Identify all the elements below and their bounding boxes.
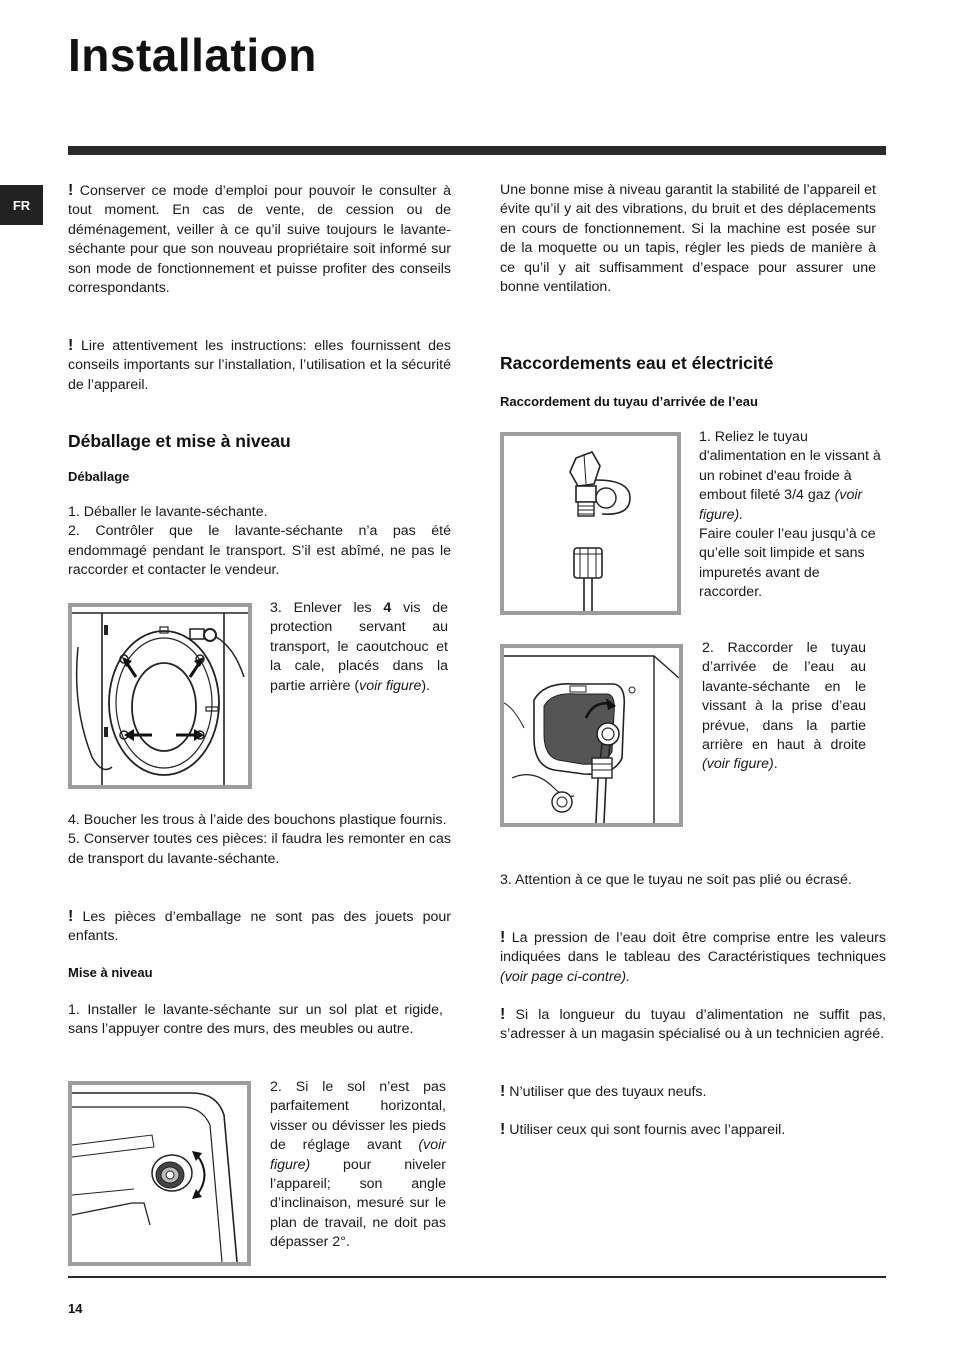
warning-icon: ! bbox=[500, 1083, 506, 1100]
warning-packaging: ! Les pièces d’emballage ne sont pas des jouets pour enfants. bbox=[68, 908, 451, 945]
warning-icon: ! bbox=[500, 929, 506, 946]
level-step-2: 2. Si le sol n’est pas parfaitement horizontal, visser ou dévisser les pieds de réglage avant (voir figure) pour niveler l’appareil; son angle d’inclinaison, mesuré sur le plan de travail, ne doit pas dépasser 2°. bbox=[270, 1079, 446, 1251]
subheading-unpack: Déballage bbox=[68, 469, 130, 484]
unpack-steps-1-2 bbox=[68, 503, 451, 581]
warning-read-instructions: ! Lire attentivement les instructions: elles fournissent des conseils importants sur l’installation, l’utilisation et la sécurité de l’appareil. bbox=[68, 337, 451, 393]
hose-step-3: 3. Attention à ce que le tuyau ne soit pas plié ou écrasé. bbox=[500, 872, 852, 888]
unpack-step-5: 5. Conserver toutes ces pièces: il faudra les remonter en cas de transport du lavante-séchante. bbox=[68, 831, 451, 867]
warning-water-pressure: ! La pression de l’eau doit être comprise entre les valeurs indiquées dans le tableau des Caractéristiques techniques (voir page ci-contre). bbox=[500, 929, 886, 985]
subheading-water-hose: Raccordement du tuyau d’arrivée de l’eau bbox=[500, 394, 758, 409]
header-rule bbox=[68, 146, 886, 155]
page-title: Installation bbox=[68, 29, 317, 81]
hose-step-2: 2. Raccorder le tuyau d’arrivée de l’eau au lavante-séchante en le vissant à la prise d’eau prévue, dans la partie arrière en haut à droite (voir figure). bbox=[702, 640, 866, 773]
washer-rear-illustration bbox=[72, 607, 248, 785]
subheading-level: Mise à niveau bbox=[68, 965, 153, 980]
unpack-step-1: 1. Déballer le lavante-séchante. bbox=[68, 504, 268, 520]
machine-inlet-illustration bbox=[504, 648, 679, 823]
figure-water-tap bbox=[500, 432, 681, 615]
figure-adjustable-foot bbox=[68, 1081, 251, 1266]
warning-keep-manual: ! Conserver ce mode d’emploi pour pouvoir le consulter à tout moment. En cas de vente, de cession ou de déménagement, veiller à ce qu’il suive toujours le lavante-séchante pour que son nouveau propriétaire soit informé sur son mode de fonctionnement et puisse profiter des conseils correspondants. bbox=[68, 182, 451, 297]
figure-machine-inlet bbox=[500, 644, 683, 827]
warning-icon: ! bbox=[68, 908, 74, 925]
figure-rear-transport-screws bbox=[68, 603, 252, 789]
hose-step-1: 1. Reliez le tuyau d'alimentation en le vissant à un robinet d'eau froide à embout fileté 3/4 gaz (voir figure). Faire couler l’eau jusqu’à ce qu’elle soit limpide et sans impuretés avant de raccorder. bbox=[699, 429, 881, 601]
warning-new-hoses: ! N’utiliser que des tuyaux neufs. bbox=[500, 1083, 707, 1100]
warning-icon: ! bbox=[500, 1121, 506, 1138]
warning-icon: ! bbox=[68, 182, 74, 199]
heading-water-electricity: Raccordements eau et électricité bbox=[500, 353, 774, 373]
level-step-1: 1. Installer le lavante-séchante sur un sol plat et rigide, sans l’appuyer contre des murs, des meubles ou autre. bbox=[68, 1002, 443, 1038]
unpack-steps-4-5 bbox=[68, 811, 451, 869]
water-tap-illustration bbox=[504, 436, 677, 611]
page-number: 14 bbox=[68, 1301, 83, 1316]
adjustable-foot-illustration bbox=[72, 1085, 247, 1262]
unpack-step-3: 3. Enlever les 4 vis de protection servant au transport, le caoutchouc et la cale, placés dans la partie arrière (voir figure). bbox=[270, 600, 448, 694]
warning-supplied-hoses: ! Utiliser ceux qui sont fournis avec l’appareil. bbox=[500, 1121, 786, 1138]
warning-icon: ! bbox=[500, 1006, 506, 1023]
warning-hose-length: ! Si la longueur du tuyau d’alimentation ne suffit pas, s’adresser à un magasin spécialisé ou à un technicien agréé. bbox=[500, 1006, 886, 1043]
unpack-step-2: 2. Contrôler que le lavante-séchante n’a pas été endommagé pendant le transport. S’il est abîmé, ne pas le raccorder et contacter le vendeur. bbox=[68, 523, 451, 579]
level-intro: Une bonne mise à niveau garantit la stabilité de l’appareil et évite qu’il y ait des vibrations, du bruit et des déplacements en cours de fonctionnement. Si la machine est posée sur de la moquette ou un tapis, régler les pieds de manière à ce qu’il y ait suffisamment d’espace pour assurer une bonne ventilation. bbox=[500, 182, 876, 296]
heading-unpack-level: Déballage et mise à niveau bbox=[68, 431, 291, 451]
unpack-step-4: 4. Boucher les trous à l’aide des bouchons plastique fournis. bbox=[68, 812, 447, 828]
warning-icon: ! bbox=[68, 337, 74, 354]
footer-rule bbox=[68, 1276, 886, 1278]
language-tab: FR bbox=[0, 185, 43, 225]
